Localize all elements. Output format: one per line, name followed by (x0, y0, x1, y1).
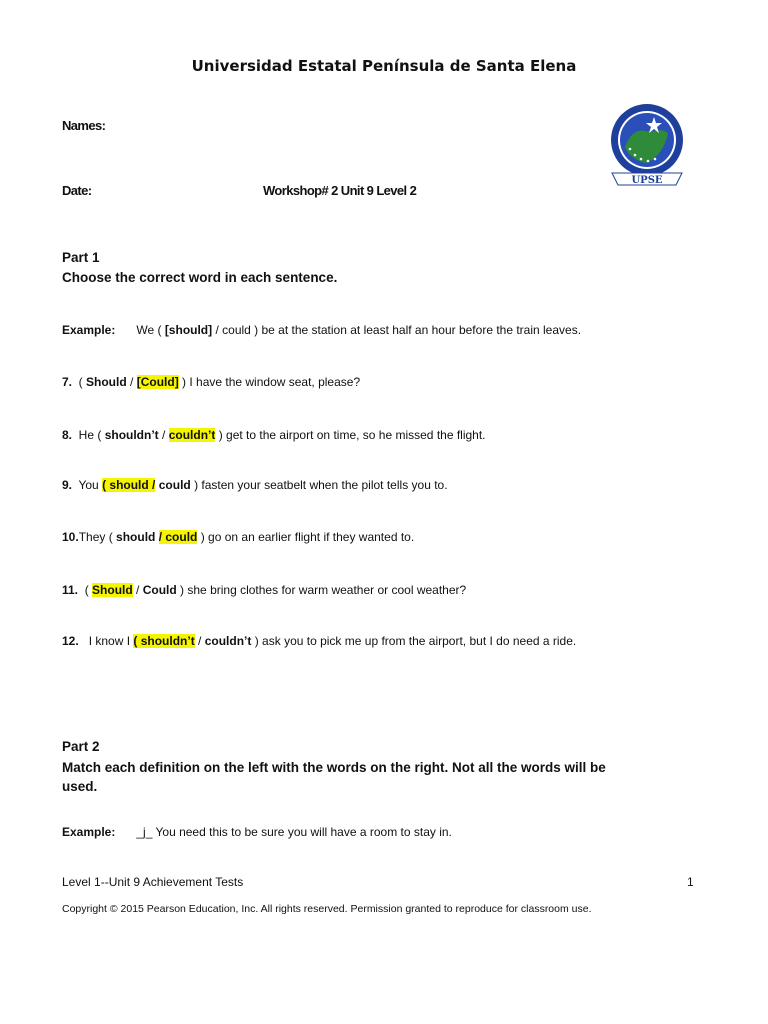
example-definition: You need this to be sure you will have a room to stay in. (152, 825, 452, 839)
logo-text: UPSE (631, 175, 663, 186)
page-number: 1 (687, 875, 694, 889)
q-text: ( (78, 583, 93, 597)
upse-logo (608, 103, 686, 189)
q-text: You (72, 478, 103, 492)
example-label: Example: (62, 825, 116, 839)
q-text-end: ) she bring clothes for warm weather or cool weather? (176, 583, 467, 597)
q-sep: / (194, 634, 205, 648)
option-a-highlighted: ( shouldn’t (133, 634, 195, 648)
option-b: couldn’t (204, 634, 252, 648)
date-label: Date: (62, 183, 92, 198)
question-9 (62, 478, 448, 492)
q-text-end: ) go on an earlier flight if they wanted to. (197, 530, 415, 544)
names-label: Names: (62, 118, 106, 133)
q-text: He ( (72, 428, 105, 442)
footer-title: Level 1--Unit 9 Achievement Tests (62, 875, 244, 889)
option-b: Could (142, 583, 177, 597)
part2-example (62, 825, 452, 839)
q-sep: / (132, 583, 143, 597)
question-number: 11. (62, 583, 79, 597)
example-label: Example: (62, 323, 116, 337)
q-text: They ( (78, 530, 117, 544)
answer-blank: _j_ (136, 825, 153, 839)
example-text-pre: We ( (136, 323, 165, 337)
q-text-end: ) fasten your seatbelt when the pilot tells you to. (190, 478, 448, 492)
question-number: 7. (62, 375, 73, 389)
question-12 (62, 634, 576, 648)
part1-instruction: Choose the correct word in each sentence. (62, 270, 338, 285)
question-8 (62, 428, 486, 442)
question-number: 9. (62, 478, 73, 492)
part1-title: Part 1 (62, 250, 100, 265)
option-b-highlighted: couldn’t (168, 428, 216, 442)
option-a: should (116, 530, 156, 544)
part2-instruction-line1: Match each definition on the left with the words on the right. Not all the words will be (62, 760, 606, 775)
q-text: ( (72, 375, 87, 389)
q-text-end: ) get to the airport on time, so he missed the flight. (215, 428, 486, 442)
q-text: I know I (78, 634, 134, 648)
q-text-end: ) ask you to pick me up from the airport, but I do need a ride. (251, 634, 577, 648)
copyright-text: Copyright © 2015 Pearson Education, Inc. All rights reserved. Permission granted to reproduce for classroom use. (62, 903, 592, 915)
workshop-label: Workshop# 2 Unit 9 Level 2 (263, 183, 417, 198)
part1-example (62, 323, 581, 337)
option-b: could (158, 478, 191, 492)
question-10 (62, 530, 414, 544)
option-a: shouldn’t (104, 428, 159, 442)
example-text-rest: / could ) be at the station at least half an hour before the train leaves. (212, 323, 582, 337)
question-number: 12. (62, 634, 79, 648)
question-number: 8. (62, 428, 73, 442)
option-a-highlighted: ( should / (102, 478, 156, 492)
option-a-highlighted: Should (92, 583, 133, 597)
q-sep: / (126, 375, 137, 389)
q-text-end: ) I have the window seat, please? (178, 375, 361, 389)
q-sep: / (158, 428, 169, 442)
question-11 (62, 583, 466, 597)
question-7 (62, 375, 360, 389)
example-answer: [should] (164, 323, 213, 337)
option-b-highlighted: [Could] (136, 375, 179, 389)
option-a: Should (86, 375, 127, 389)
part2-title: Part 2 (62, 739, 100, 754)
part2-instruction-line2: used. (62, 779, 98, 794)
university-title: Universidad Estatal Península de Santa Elena (191, 57, 577, 75)
question-number: 10. (62, 530, 79, 544)
option-b-highlighted: / could (158, 530, 198, 544)
